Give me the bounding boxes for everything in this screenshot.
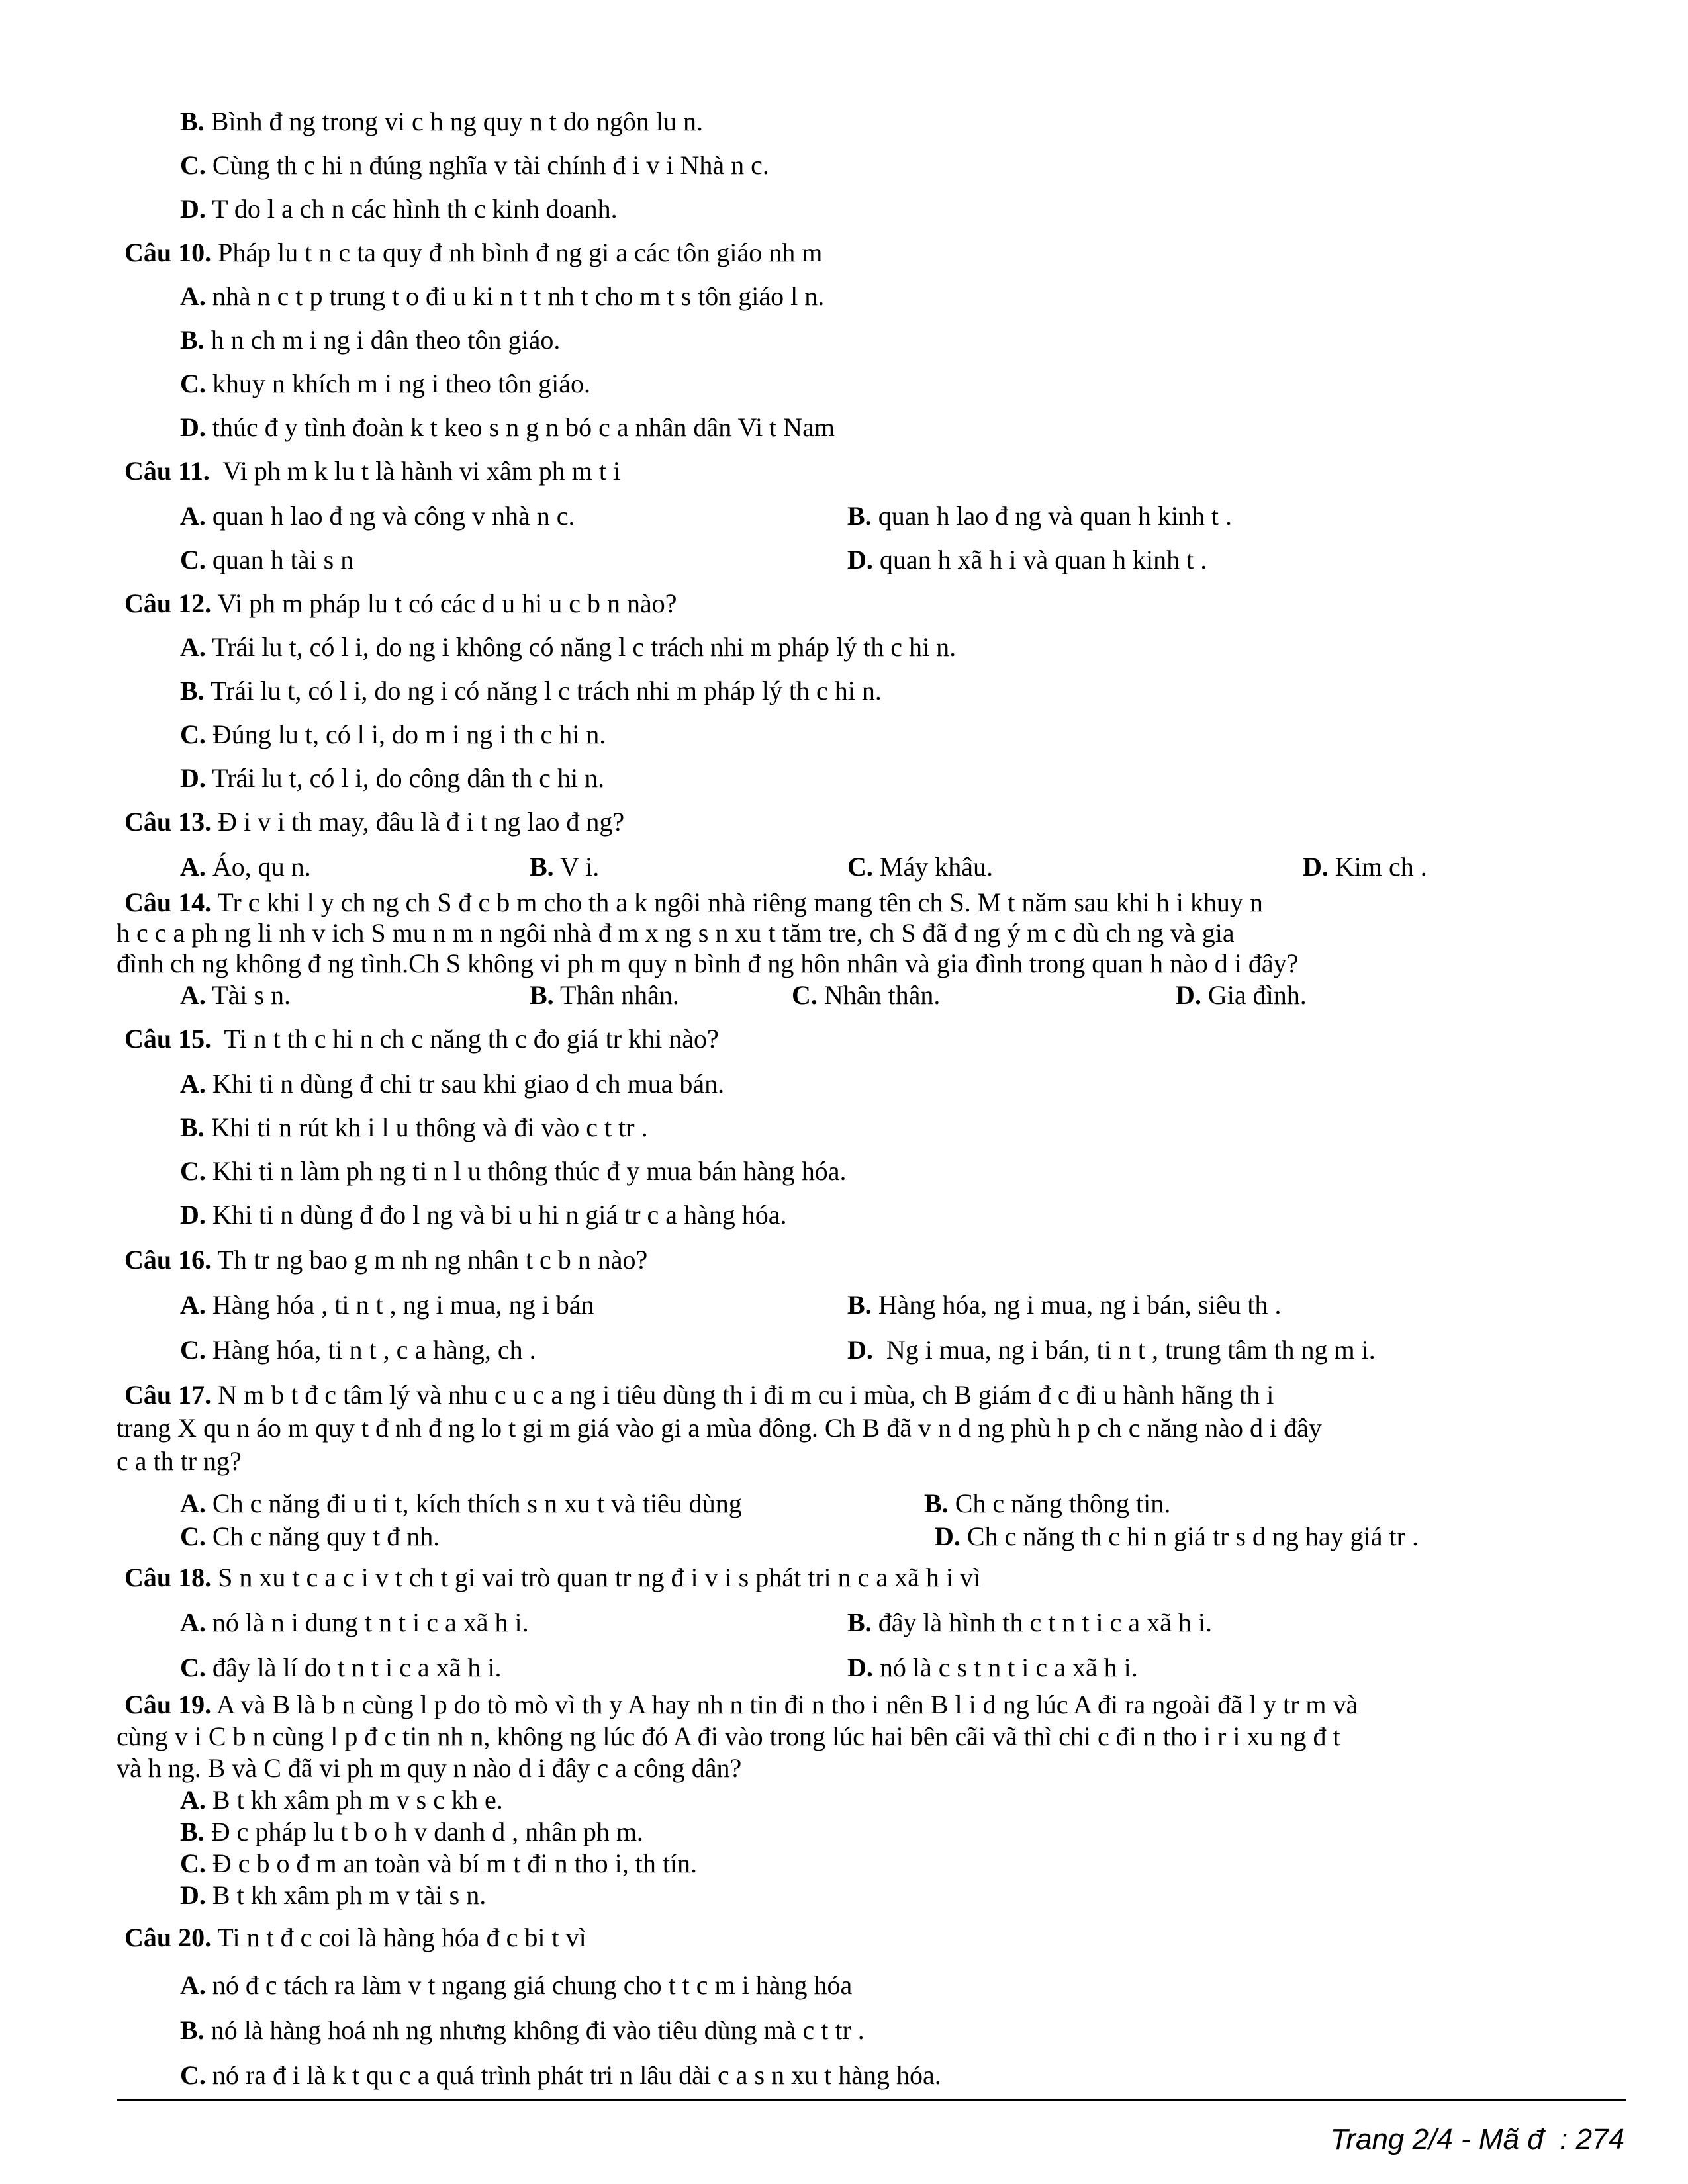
option-text: Khi ti n dùng đ đo l ng và bi u hi n giá tr c a hàng hóa. [205,1200,787,1230]
q10-stem [124,237,822,269]
option-text: Đ c pháp lu t b o h v danh d , nhân ph m. [204,1817,643,1846]
q19-stem-line1 [124,1689,1358,1721]
option-text: Cùng th c hi n đúng nghĩa v tài chính đ i v i Nhà n c. [205,150,769,180]
option-label: D. [847,1335,873,1365]
q13-option-b [530,851,599,883]
option-text: Khi ti n rút kh i l u thông và đi vào c t tr . [204,1113,648,1142]
q11-option-b [847,500,1232,532]
option-text: nó ra đ i là k t qu c a quá trình phát tri n lâu dài c a s n xu t hàng hóa. [205,2060,941,2090]
option-text: Thân nhân. [553,980,679,1010]
q19-option-c [180,1848,697,1880]
option-label: D. [180,763,206,793]
option-text: khuy n khích m i ng i theo tôn giáo. [205,369,590,398]
q11-option-c [180,544,353,576]
option-label: C. [180,1335,206,1365]
q18-option-d [847,1652,1138,1684]
q14-option-d [1176,979,1307,1011]
option-text: T do l a ch n các hình th c kinh doanh. [205,194,618,224]
option-label: A. [180,1970,206,2000]
q15-stem [124,1023,719,1055]
option-text: đây là lí do t n t i c a xã h i. [205,1653,502,1682]
q15-option-d [180,1199,787,1231]
option-label: B. [530,980,554,1010]
option-label: C. [180,1848,206,1878]
option-label: D. [847,1653,873,1682]
q15-option-b [180,1112,648,1144]
q9-option-b [180,106,703,138]
option-label: D. [1176,980,1201,1010]
question-text: A và B là b n cùng l p do tò mò vì th y A hay nh n tin đi n tho i nên B l i d ng lúc A đi ra ngoài đã l y tr m và [211,1690,1358,1719]
page-footer: Trang 2/4 - Mã đ : 274 [1330,2123,1624,2156]
q17-option-c [180,1521,440,1553]
option-label: B. [180,325,205,355]
q17-option-a [180,1488,742,1520]
option-label: A. [180,1069,206,1099]
q17-stem-line1 [124,1379,1274,1411]
option-label: C. [180,1156,206,1186]
option-text: Hàng hóa, ti n t , c a hàng, ch . [205,1335,536,1365]
option-text: Ng i mua, ng i bán, ti n t , trung tâm th ng m i. [872,1335,1376,1365]
option-label: B. [180,107,205,136]
question-text: S n xu t c a c i v t ch t gi vai trò quan tr ng đ i v i s phát tri n c a xã h i vì [211,1563,981,1592]
q19-stem-line2: cùng v i C b n cùng l p đ c tin nh n, không ng lúc đó A đi vào trong lúc hai bên cãi vã thì chi c đi n tho i r i xu ng đ t [117,1721,1340,1751]
option-text: thúc đ y tình đoàn k t keo s n g n bó c a nhân dân Vi t Nam [205,412,835,442]
option-text: nó đ c tách ra làm v t ngang giá chung cho t t c m i hàng hóa [205,1970,853,2000]
option-text: quan h lao đ ng và công v nhà n c. [205,501,575,531]
q12-option-b [180,675,882,707]
option-label: B. [180,676,205,705]
question-number: Câu 10. [124,238,212,267]
option-label: D. [180,194,206,224]
q15-option-c [180,1156,847,1187]
option-text: nhà n c t p trung t o đi u ki n t t nh t cho m t s tôn giáo l n. [205,281,825,311]
q16-option-b [847,1289,1281,1321]
option-text: đây là hình th c t n t i c a xã h i. [871,1608,1213,1637]
option-text: Khi ti n dùng đ chi tr sau khi giao d ch mua bán. [205,1069,725,1099]
q10-option-a [180,281,824,312]
option-label: A. [180,632,206,662]
question-number: Câu 13. [124,807,212,837]
option-label: C. [180,2060,206,2090]
q14-stem-line1 [124,887,1263,919]
q12-option-c [180,719,606,751]
question-number: Câu 17. [124,1380,212,1410]
q12-option-a [180,631,956,663]
option-text: Ch c năng th c hi n giá tr s d ng hay giá tr . [960,1522,1419,1551]
question-number: Câu 20. [124,1923,212,1952]
q9-option-d [180,193,618,225]
q15-option-a [180,1068,724,1100]
q17-stem-line2: trang X qu n áo m quy t đ nh đ ng lo t gi m giá vào gi a mùa đông. Ch B đã v n d ng phù h p ch c năng nào d i đây [117,1413,1322,1443]
question-number: Câu 11. [124,456,210,486]
q16-option-a [180,1289,594,1321]
option-text: Ch c năng thông tin. [948,1488,1171,1518]
option-text: quan h xã h i và quan h kinh t . [872,545,1207,574]
q14-option-b [530,979,679,1011]
q10-option-c [180,368,590,400]
q16-option-c [180,1334,536,1366]
option-label: A. [180,852,206,882]
option-text: Tài s n. [205,980,291,1010]
q20-option-b [180,2015,865,2046]
option-text: Khi ti n làm ph ng ti n l u thông thúc đ y mua bán hàng hóa. [205,1156,847,1186]
option-label: A. [180,1290,206,1320]
option-label: A. [180,1608,206,1637]
question-text: Ti n t th c hi n ch c năng th c đo giá tr khi nào? [211,1024,719,1054]
option-text: Hàng hóa , ti n t , ng i mua, ng i bán [205,1290,594,1320]
q12-option-d [180,762,604,794]
q19-option-d [180,1880,486,1911]
q18-option-c [180,1652,501,1684]
q17-stem-line3: c a th tr ng? [117,1446,242,1476]
question-number: Câu 14. [124,887,212,917]
question-text: Đ i v i th may, đâu là đ i t ng lao đ ng? [211,807,625,837]
q19-stem-line3: và h ng. B và C đã vi ph m quy n nào d i đây c a công dân? [117,1753,742,1783]
option-text: Trái lu t, có l i, do công dân th c hi n. [205,763,605,793]
question-text: Tr c khi l y ch ng ch S đ c b m cho th a k ngôi nhà riêng mang tên ch S. M t năm sau khi h i khuy n [211,887,1263,917]
q13-option-c [847,851,993,883]
q9-option-c [180,150,769,181]
option-text: quan h lao đ ng và quan h kinh t . [871,501,1233,531]
question-text: Vi ph m pháp lu t có các d u hi u c b n nào? [211,588,677,618]
q17-option-b [924,1488,1170,1520]
option-text: Ch c năng đi u ti t, kích thích s n xu t và tiêu dùng [205,1488,742,1518]
option-label: D. [180,1880,206,1910]
option-text: Nhân thân. [817,980,941,1010]
option-text: Gia đình. [1201,980,1307,1010]
option-text: Đúng lu t, có l i, do m i ng i th c hi n. [205,719,606,749]
q18-option-b [847,1607,1212,1639]
question-number: Câu 18. [124,1563,212,1592]
q16-stem [124,1244,647,1276]
option-text: Bình đ ng trong vi c h ng quy n t do ngôn lu n. [204,107,704,136]
option-text: B t kh xâm ph m v tài s n. [205,1880,487,1910]
option-label: A. [180,501,206,531]
option-label: B. [847,501,872,531]
option-text: nó là c s t n t i c a xã h i. [872,1653,1138,1682]
q12-stem [124,588,677,619]
option-text: h n ch m i ng i dân theo tôn giáo. [204,325,561,355]
q11-option-a [180,500,575,532]
option-text: Máy khâu. [872,852,993,882]
option-label: A. [180,980,206,1010]
option-label: B. [924,1488,949,1518]
q16-option-d [847,1334,1376,1366]
question-text: N m b t đ c tâm lý và nhu c u c a ng i tiêu dùng th i đi m cu i mùa, ch B giám đ c đi u hành hãng th i [211,1380,1274,1410]
option-label: A. [180,1488,206,1518]
option-text: Áo, qu n. [205,852,311,882]
question-number: Câu 16. [124,1245,212,1275]
footer-divider [117,2099,1626,2101]
q14-option-c [792,979,940,1011]
option-label: A. [180,1785,206,1815]
q19-option-a [180,1784,503,1816]
option-label: D. [180,412,206,442]
question-text: Th tr ng bao g m nh ng nhân t c b n nào? [211,1245,648,1275]
q14-option-a [180,979,291,1011]
option-text: quan h tài s n [205,545,354,574]
q11-option-d [847,544,1207,576]
option-label: C. [180,1522,206,1551]
option-label: D. [180,1200,206,1230]
q18-option-a [180,1607,529,1639]
option-label: B. [530,852,554,882]
q13-stem [124,806,624,838]
option-text: B t kh xâm ph m v s c kh e. [205,1785,503,1815]
q14-stem-line3: đình ch ng không đ ng tình.Ch S không vi ph m quy n bình đ ng hôn nhân và gia đình trong quan h nào d i đây? [117,948,1299,978]
option-label: B. [180,2015,205,2045]
option-label: D. [935,1522,961,1551]
option-text: nó là n i dung t n t i c a xã h i. [205,1608,529,1637]
q20-option-c [180,2060,941,2091]
question-text: Vi ph m k lu t là hành vi xâm ph m t i [209,456,621,486]
q10-option-d [180,412,835,443]
option-text: V i. [553,852,600,882]
q17-option-d [935,1521,1419,1553]
question-text: Ti n t đ c coi là hàng hóa đ c bi t vì [211,1923,586,1952]
q14-stem-line2: h c c a ph ng li nh v ich S mu n m n ngôi nhà đ m x ng s n xu t tăm tre, ch S đã đ ng ý m c dù ch ng và gia [117,918,1235,948]
option-text: Kim ch . [1328,852,1427,882]
question-text: Pháp lu t n c ta quy đ nh bình đ ng gi a các tôn giáo nh m [211,238,823,267]
option-label: B. [180,1817,205,1846]
option-label: B. [847,1608,872,1637]
option-label: A. [180,281,206,311]
option-label: C. [847,852,873,882]
option-text: Trái lu t, có l i, do ng i không có năng l c trách nhi m pháp lý th c hi n. [205,632,957,662]
question-number: Câu 15. [124,1024,212,1054]
option-text: nó là hàng hoá nh ng nhưng không đi vào tiêu dùng mà c t tr . [204,2015,865,2045]
option-text: Trái lu t, có l i, do ng i có năng l c trách nhi m pháp lý th c hi n. [204,676,882,705]
q20-option-a [180,1970,852,2001]
option-label: D. [1303,852,1329,882]
option-text: Đ c b o đ m an toàn và bí m t đi n tho i, th tín. [205,1848,698,1878]
option-label: C. [180,719,206,749]
q20-stem [124,1922,586,1954]
option-text: Ch c năng quy t đ nh. [205,1522,440,1551]
q18-stem [124,1562,980,1594]
q11-stem [124,455,620,487]
q13-option-d [1303,851,1427,883]
option-text: Hàng hóa, ng i mua, ng i bán, siêu th . [871,1290,1282,1320]
option-label: C. [180,150,206,180]
option-label: C. [792,980,818,1010]
option-label: C. [180,1653,206,1682]
option-label: B. [180,1113,205,1142]
q10-option-b [180,324,560,356]
option-label: C. [180,369,206,398]
question-number: Câu 19. [124,1690,212,1719]
q13-option-a [180,851,311,883]
q19-option-b [180,1816,643,1848]
option-label: C. [180,545,206,574]
option-label: D. [847,545,873,574]
option-label: B. [847,1290,872,1320]
question-number: Câu 12. [124,588,212,618]
